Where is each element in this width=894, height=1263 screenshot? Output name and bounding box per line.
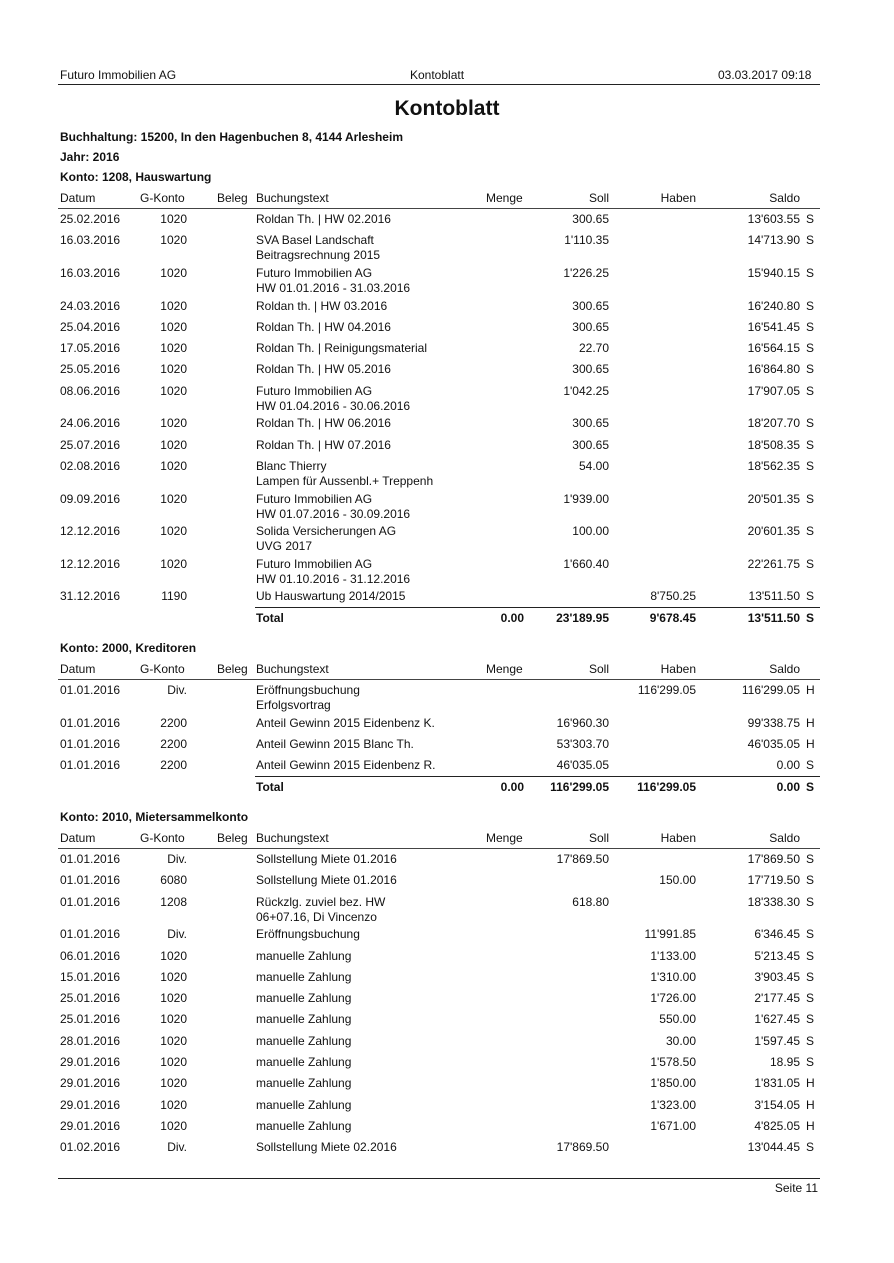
total-saldo: 0.00 [776,779,800,794]
cell-soll: 53'303.70 [556,736,609,751]
cell-saldo: 3'154.05 [754,1097,800,1112]
cell-haben: 30.00 [665,1033,696,1048]
cell-soll: 17'869.50 [556,1140,609,1155]
cell-saldo: 16'864.80 [747,362,800,377]
year-info: Jahr: 2016 [60,150,120,164]
cell-date: 25.05.2016 [60,362,121,377]
cell-text [256,873,397,888]
cell-text [256,895,385,925]
cell-soll: 16'960.30 [556,715,609,730]
cell-text-line1: manuelle Zahlung [256,1118,352,1133]
cell-flag: S [806,212,815,226]
cell-text-line1: manuelle Zahlung [256,991,352,1006]
cell-gkonto: 1020 [160,1118,187,1133]
cell-date: 25.07.2016 [60,437,121,452]
column-header-row [0,191,894,207]
header-datetime: 03.03.2017 09:18 [718,68,812,82]
header-rule [58,848,820,849]
cell-soll: 300.65 [572,416,609,431]
col-head-beleg: Beleg [217,831,248,845]
page-title: Kontoblatt [394,97,500,120]
cell-text-line1: manuelle Zahlung [256,1012,352,1027]
cell-flag: S [806,233,815,248]
cell-haben: 1'323.00 [650,1097,696,1112]
cell-saldo: 116'299.05 [741,683,800,697]
cell-gkonto: 2200 [160,736,187,751]
cell-flag: S [806,927,815,942]
cell-text [256,266,410,296]
cell-date: 31.12.2016 [60,589,121,604]
cell-flag: S [806,319,815,334]
cell-gkonto: 1020 [160,969,187,984]
cell-flag: H [806,715,815,730]
cell-gkonto: 1020 [160,1055,187,1069]
cell-text-line1: manuelle Zahlung [256,948,352,963]
col-head-beleg: Beleg [217,191,248,205]
cell-soll: 618.80 [572,894,609,909]
cell-haben: 11'991.85 [644,927,696,942]
cell-gkonto: 1190 [161,589,187,604]
cell-gkonto: Div. [167,927,187,942]
cell-flag: S [806,1012,815,1027]
header-rule [58,679,820,680]
cell-flag: S [806,362,815,377]
cell-text-line2: Lampen für Aussenbl.+ Treppenh [256,473,434,488]
cell-date: 01.01.2016 [60,852,121,866]
cell-gkonto: 1020 [160,1033,187,1048]
cell-text [256,341,427,356]
cell-saldo: 16'564.15 [747,341,800,356]
cell-gkonto: 2200 [160,758,187,773]
cell-text [256,459,433,489]
cell-flag: S [806,341,815,356]
cell-date: 15.01.2016 [60,969,121,984]
cell-date: 25.02.2016 [60,212,121,226]
cell-text [256,1034,351,1049]
col-head-gkonto: G-Konto [140,662,185,676]
cell-flag: S [806,852,815,866]
cell-date: 29.01.2016 [60,1055,121,1069]
cell-text-line1: Roldan th. | HW 03.2016 [256,298,388,313]
cell-text [256,416,391,431]
cell-text-line1: manuelle Zahlung [256,969,352,984]
cell-saldo: 13'044.45 [747,1140,800,1155]
cell-text [256,949,351,964]
cell-flag: S [806,416,815,431]
col-head-datum: Datum [60,191,96,205]
header-rule [58,208,820,209]
cell-soll: 1'660.40 [563,556,609,571]
cell-gkonto: 1020 [160,362,187,377]
cell-soll: 54.00 [578,458,609,473]
cell-flag: S [806,491,815,506]
cell-flag: S [806,1055,815,1069]
cell-date: 25.04.2016 [60,319,121,334]
cell-flag: S [806,383,815,398]
cell-text [256,970,351,985]
cell-text-line1: Anteil Gewinn 2015 Blanc Th. [256,736,414,751]
cell-text-line2: HW 01.10.2016 - 31.12.2016 [256,571,411,586]
cell-haben: 1'133.00 [650,948,696,963]
cell-text-line2: HW 01.01.2016 - 31.03.2016 [256,280,411,295]
col-head-datum: Datum [60,662,96,676]
cell-text-line2: HW 01.07.2016 - 30.09.2016 [256,506,411,521]
cell-soll: 1'939.00 [563,491,609,506]
cell-flag: S [806,1140,815,1155]
cell-date: 01.02.2016 [60,1140,121,1155]
cell-saldo: 2'177.45 [754,991,800,1006]
cell-saldo: 3'903.45 [754,969,800,984]
cell-text-line2: HW 01.04.2016 - 30.06.2016 [256,398,411,413]
cell-text-line1: Blanc Thierry [256,458,327,473]
cell-date: 17.05.2016 [60,341,121,356]
total-saldo: 13'511.50 [747,610,800,625]
cell-text-line1: Futuro Immobilien AG [256,265,373,280]
section-title: Konto: 2000, Kreditoren [60,641,197,655]
cell-date: 12.12.2016 [60,524,121,539]
total-label: Total [256,610,284,625]
cell-text-line1: Roldan Th. | HW 06.2016 [256,416,391,431]
column-header-row [0,662,894,678]
cell-text [256,299,387,314]
cell-text [256,683,360,713]
cell-date: 29.01.2016 [60,1118,121,1133]
cell-date: 24.06.2016 [60,416,121,431]
cell-date: 25.01.2016 [60,1012,121,1027]
cell-flag: S [806,265,815,280]
cell-text-line1: Sollstellung Miete 01.2016 [256,873,397,888]
cell-haben: 1'310.00 [650,969,696,984]
cell-gkonto: 1020 [160,1076,187,1091]
cell-text [256,384,410,414]
cell-text-line1: manuelle Zahlung [256,1076,352,1091]
cell-text-line1: manuelle Zahlung [256,1055,352,1069]
cell-flag: S [806,873,815,888]
cell-gkonto: Div. [167,1140,187,1155]
cell-saldo: 15'940.15 [747,265,800,280]
cell-date: 25.01.2016 [60,991,121,1006]
cell-flag: S [806,298,815,313]
cell-saldo: 16'541.45 [747,319,800,334]
cell-text-line1: Solida Versicherungen AG [256,524,397,539]
total-soll: 116'299.05 [550,779,609,794]
cell-date: 06.01.2016 [60,948,121,963]
cell-date: 01.01.2016 [60,927,121,942]
cell-gkonto: 1020 [160,416,187,431]
cell-saldo: 17'869.50 [747,852,800,866]
cell-saldo: 17'719.50 [747,873,800,888]
cell-saldo: 18'562.35 [747,458,800,473]
cell-haben: 1'850.00 [650,1076,696,1091]
cell-saldo: 1'831.05 [754,1076,800,1091]
cell-text-line1: Roldan Th. | Reinigungsmaterial [256,341,427,356]
cell-text [256,1055,351,1070]
total-flag: S [806,610,815,625]
cell-gkonto: 2200 [160,715,187,730]
cell-text [256,737,414,752]
cell-date: 12.12.2016 [60,556,121,571]
col-head-saldo: Saldo [769,191,800,205]
col-head-saldo: Saldo [769,831,800,845]
cell-flag: S [806,524,815,539]
cell-text [256,991,351,1006]
cell-date: 01.01.2016 [60,758,121,773]
total-menge: 0.00 [500,779,524,794]
cell-soll: 100.00 [572,524,609,539]
cell-text-line1: Anteil Gewinn 2015 Eidenbenz R. [256,758,436,773]
cell-soll: 17'869.50 [556,852,609,866]
cell-flag: H [806,683,815,697]
cell-saldo: 14'713.90 [747,233,800,248]
cell-saldo: 6'346.45 [754,927,800,942]
cell-text [256,927,360,942]
cell-text-line1: Ub Hauswartung 2014/2015 [256,589,406,604]
cell-gkonto: 1020 [160,948,187,963]
cell-saldo: 13'511.50 [748,589,800,604]
col-head-text: Buchungstext [256,831,329,845]
col-head-text: Buchungstext [256,662,329,676]
cell-saldo: 1'627.45 [754,1012,800,1027]
cell-soll: 46'035.05 [556,758,609,773]
total-haben: 9'678.45 [649,610,696,625]
cell-gkonto: 1020 [160,524,187,539]
cell-text-line1: Sollstellung Miete 01.2016 [256,852,397,866]
cell-soll: 1'110.35 [564,233,609,248]
cell-flag: S [806,758,815,773]
cell-soll: 1'226.25 [563,265,609,280]
cell-haben: 550.00 [659,1012,696,1027]
cell-gkonto: 1020 [160,319,187,334]
cell-flag: S [806,458,815,473]
page-number: Seite 11 [774,1181,818,1195]
cell-gkonto: 1208 [160,894,187,909]
cell-gkonto: Div. [167,683,187,697]
cell-saldo: 16'240.80 [747,298,800,313]
cell-date: 01.01.2016 [60,683,121,697]
cell-flag: S [806,556,815,571]
col-head-menge: Menge [486,662,523,676]
cell-text-line1: Futuro Immobilien AG [256,556,373,571]
cell-text [256,212,391,227]
header-company: Futuro Immobilien AG [60,68,177,82]
cell-date: 16.03.2016 [60,233,121,248]
cell-text-line1: Roldan Th. | HW 05.2016 [256,362,391,377]
cell-date: 09.09.2016 [60,491,121,506]
cell-date: 16.03.2016 [60,265,121,280]
cell-text [256,1119,351,1134]
cell-gkonto: 1020 [160,1097,187,1112]
cell-gkonto: 1020 [160,556,187,571]
cell-text-line1: Futuro Immobilien AG [256,491,373,506]
total-rule [255,776,820,777]
total-label: Total [256,779,284,794]
col-head-gkonto: G-Konto [140,831,185,845]
cell-saldo: 17'907.05 [747,383,800,398]
total-soll: 23'189.95 [556,610,609,625]
cell-saldo: 18.95 [769,1055,800,1069]
cell-gkonto: 1020 [160,383,187,398]
cell-gkonto: 1020 [160,298,187,313]
col-head-haben: Haben [660,191,696,205]
cell-date: 01.01.2016 [60,894,121,909]
cell-text-line2: Beitragsrechnung 2015 [256,248,381,263]
cell-date: 01.01.2016 [60,715,121,730]
cell-gkonto: 1020 [160,991,187,1006]
col-head-beleg: Beleg [217,662,248,676]
cell-date: 29.01.2016 [60,1097,121,1112]
cell-text-line2: Erfolgsvortrag [256,698,331,712]
cell-date: 01.01.2016 [60,873,121,888]
cell-text-line2: 06+07.16, Di Vincenzo [256,909,377,924]
cell-date: 28.01.2016 [60,1033,121,1048]
cell-flag: H [806,1097,815,1112]
cell-gkonto: Div. [167,852,187,866]
cell-text-line1: Eröffnungsbuchung [256,683,360,697]
cell-text-line2: UVG 2017 [256,539,313,554]
cell-date: 29.01.2016 [60,1076,121,1091]
footer-rule [58,1178,820,1179]
cell-gkonto: 6080 [160,873,187,888]
cell-gkonto: 1020 [160,1012,187,1027]
cell-text [256,1012,351,1027]
cell-text [256,438,391,453]
col-head-menge: Menge [486,831,523,845]
cell-gkonto: 1020 [160,341,187,356]
cell-saldo: 5'213.45 [754,948,800,963]
cell-gkonto: 1020 [160,437,187,452]
cell-text-line1: Roldan Th. | HW 02.2016 [256,212,391,226]
total-menge: 0.00 [500,610,524,625]
cell-date: 01.01.2016 [60,736,121,751]
total-flag: S [806,779,815,794]
cell-saldo: 99'338.75 [747,715,800,730]
cell-haben: 1'578.50 [650,1055,696,1069]
cell-flag: S [806,969,815,984]
cell-text-line1: Anteil Gewinn 2015 Eidenbenz K. [256,715,435,730]
cell-saldo: 18'207.70 [747,416,800,431]
cell-flag: S [806,991,815,1006]
cell-text [256,492,410,522]
cell-soll: 22.70 [578,341,609,356]
cell-saldo: 1'597.45 [754,1033,800,1048]
column-header-row [0,831,894,847]
cell-text-line1: Roldan Th. | HW 07.2016 [256,437,391,452]
cell-soll: 300.65 [572,298,609,313]
cell-haben: 1'671.00 [650,1118,696,1133]
cell-text-line1: Futuro Immobilien AG [256,383,373,398]
cell-text [256,1098,351,1113]
cell-flag: S [806,1033,815,1048]
col-head-menge: Menge [486,191,523,205]
cell-saldo: 20'501.35 [747,491,800,506]
cell-saldo: 22'261.75 [747,556,800,571]
buchhaltung-info: Buchhaltung: 15200, In den Hagenbuchen 8, 4144 Arlesheim [60,130,403,144]
cell-text [256,589,405,604]
cell-saldo: 20'601.35 [747,524,800,539]
cell-text-line1: SVA Basel Landschaft [256,233,374,248]
cell-soll: 1'042.25 [563,383,609,398]
cell-text [256,362,391,377]
cell-haben: 8'750.25 [650,589,696,604]
cell-flag: S [806,948,815,963]
col-head-saldo: Saldo [769,662,800,676]
cell-soll: 300.65 [572,319,609,334]
col-head-text: Buchungstext [256,191,329,205]
cell-saldo: 46'035.05 [747,736,800,751]
col-head-gkonto: G-Konto [140,191,185,205]
cell-flag: H [806,1118,815,1133]
cell-flag: S [806,589,815,604]
cell-text [256,716,435,731]
cell-saldo: 4'825.05 [754,1118,800,1133]
cell-haben: 116'299.05 [637,683,696,697]
col-head-soll: Soll [588,662,609,676]
cell-date: 02.08.2016 [60,458,121,473]
header-rule [58,84,820,85]
cell-saldo: 0.00 [776,758,800,773]
cell-text [256,557,410,587]
col-head-soll: Soll [588,191,609,205]
cell-text-line1: Sollstellung Miete 02.2016 [256,1140,397,1155]
header-doc-name: Kontoblatt [410,68,465,82]
cell-flag: H [806,736,815,751]
cell-text-line1: Eröffnungsbuchung [256,927,360,942]
col-head-datum: Datum [60,831,96,845]
col-head-soll: Soll [588,831,609,845]
cell-text [256,1140,397,1155]
cell-saldo: 18'508.35 [747,437,800,452]
cell-text [256,524,396,554]
cell-text-line1: manuelle Zahlung [256,1097,352,1112]
cell-gkonto: 1020 [160,233,187,248]
cell-text [256,852,397,867]
cell-soll: 300.65 [572,212,609,226]
cell-flag: H [806,1076,815,1091]
section-title: Konto: 1208, Hauswartung [60,170,212,184]
cell-flag: S [806,894,815,909]
cell-text-line1: Roldan Th. | HW 04.2016 [256,319,391,334]
cell-date: 08.06.2016 [60,383,121,398]
cell-text [256,1076,351,1091]
col-head-haben: Haben [660,662,696,676]
cell-haben: 150.00 [659,873,696,888]
cell-text [256,233,380,263]
cell-gkonto: 1020 [160,212,187,226]
cell-soll: 300.65 [572,437,609,452]
cell-text-line1: manuelle Zahlung [256,1033,352,1048]
cell-saldo: 13'603.55 [747,212,800,226]
section-title: Konto: 2010, Mietersammelkonto [60,810,249,824]
cell-text [256,758,435,773]
cell-gkonto: 1020 [160,265,187,280]
cell-flag: S [806,437,815,452]
cell-saldo: 18'338.30 [747,894,800,909]
cell-date: 24.03.2016 [60,298,121,313]
total-rule [255,607,820,608]
cell-haben: 1'726.00 [650,991,696,1006]
cell-text [256,320,391,335]
cell-soll: 300.65 [572,362,609,377]
cell-gkonto: 1020 [160,458,187,473]
cell-gkonto: 1020 [160,491,187,506]
total-haben: 116'299.05 [637,779,696,794]
col-head-haben: Haben [660,831,696,845]
cell-text-line1: Rückzlg. zuviel bez. HW [256,894,386,909]
